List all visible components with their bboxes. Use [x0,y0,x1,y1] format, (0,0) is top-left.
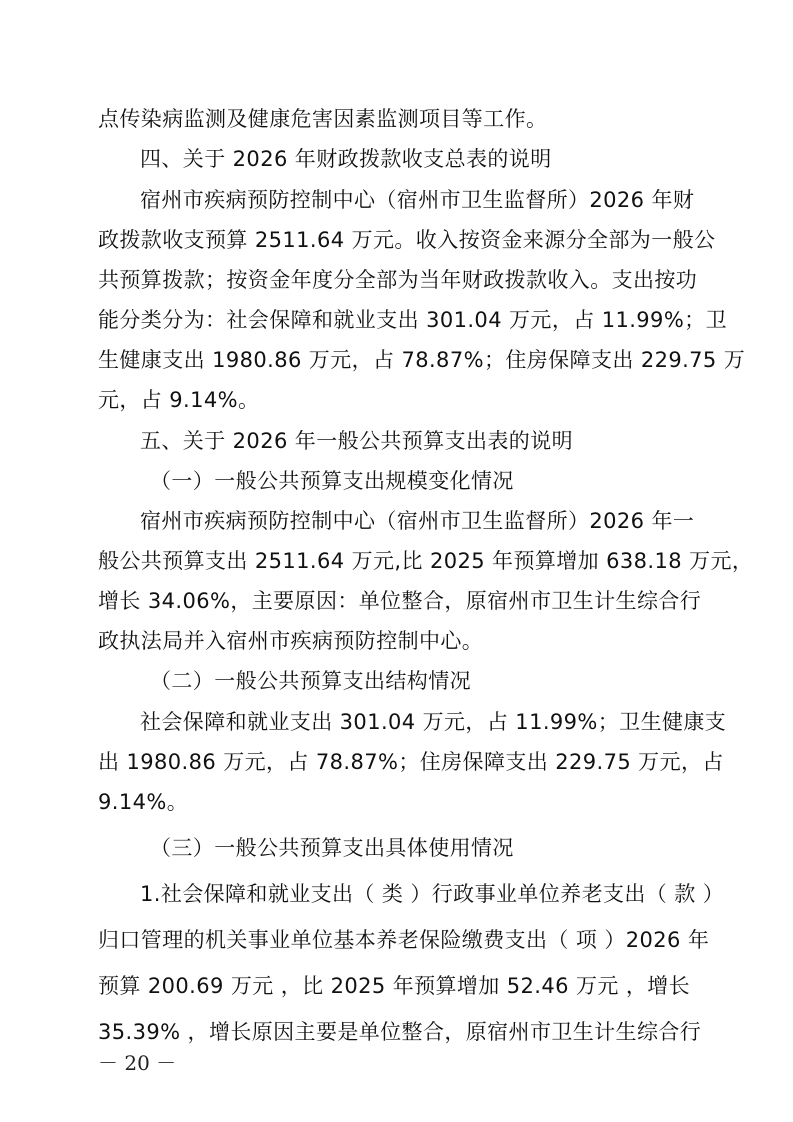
paragraph-line: 元，占 9.14%。 [98,388,260,412]
paragraph-line: 共预算拨款；按资金年度分全部为当年财政拨款收入。支出按功 [98,268,698,292]
paragraph-line: 9.14%。 [98,790,189,814]
paragraph-line: 点传染病监测及健康危害因素监测项目等工作。 [98,107,548,131]
subsection-heading: （二）一般公共预算支出结构情况 [150,669,471,693]
section-heading: 四、关于 2026 年财政拨款收支总表的说明 [140,147,552,171]
paragraph-line: 政拨款收支预算 2511.64 万元。收入按资金来源分全部为一般公 [98,228,716,252]
paragraph-line: 政执法局并入宿州市疾病预防控制中心。 [98,629,484,653]
paragraph-line: 预算 200.69 万元 ，比 2025 年预算增加 52.46 万元 ，增长 [98,974,691,998]
paragraph-line: 35.39% ，增长原因主要是单位整合，原宿州市卫生计生综合行 [98,1020,702,1044]
paragraph-line: 般公共预算支出 2511.64 万元,比 2025 年预算增加 638.18 万元， [98,549,754,573]
paragraph-line: 1.社会保障和就业支出（ 类 ）行政事业单位养老支出（ 款 ） [140,882,725,906]
subsection-heading: （一）一般公共预算支出规模变化情况 [150,469,514,493]
subsection-heading: （三）一般公共预算支出具体使用情况 [150,836,514,860]
paragraph-line: 宿州市疾病预防控制中心（宿州市卫生监督所）2026 年财 [140,188,695,212]
section-heading: 五、关于 2026 年一般公共预算支出表的说明 [140,429,573,453]
paragraph-line: 增长 34.06%，主要原因：单位整合，原宿州市卫生计生综合行 [98,589,702,613]
paragraph-line: 宿州市疾病预防控制中心（宿州市卫生监督所）2026 年一 [140,509,695,533]
paragraph-line: 生健康支出 1980.86 万元，占 78.87%；住房保障支出 229.75 万 [98,348,746,372]
paragraph-line: 社会保障和就业支出 301.04 万元，占 11.99%；卫生健康支 [140,710,727,734]
page-number: － 20 － [98,1051,177,1075]
paragraph-line: 出 1980.86 万元，占 78.87%；住房保障支出 229.75 万元，占 [98,750,724,774]
paragraph-line: 归口管理的机关事业单位基本养老保险缴费支出（ 项 ）2026 年 [98,928,710,952]
paragraph-line: 能分类分为：社会保障和就业支出 301.04 万元，占 11.99%；卫 [98,308,727,332]
